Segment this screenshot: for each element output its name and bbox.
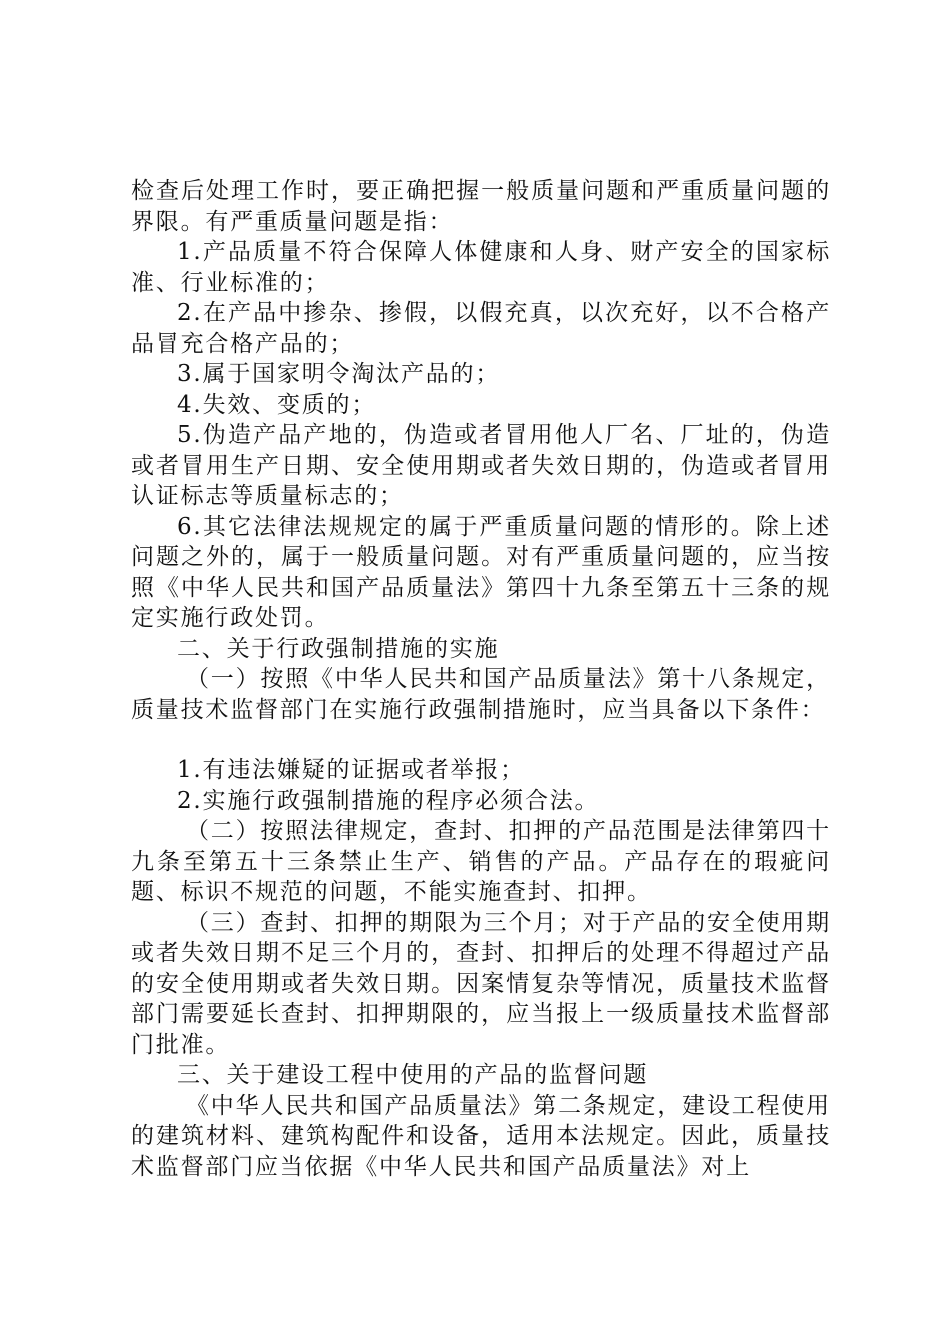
list-item-5: 5.伪造产品产地的，伪造或者冒用他人厂名、厂址的，伪造或者冒用生产日期、安全使用期或者失效日期的，伪造或者冒用认证标志等质量标志的； <box>131 422 831 509</box>
subsection-2: （二）按照法律规定，查封、扣押的产品范围是法律第四十九条至第五十三条禁止生产、销售的产品。产品存在的瑕疵问题、标识不规范的问题，不能实施查封、扣押。 <box>131 818 831 905</box>
paragraph-construction: 《中华人民共和国产品质量法》第二条规定，建设工程使用的建筑材料、建筑构配件和设备，适用本法规定。因此，质量技术监督部门应当依据《中华人民共和国产品质量法》对上 <box>131 1092 831 1180</box>
list-item-6: 6.其它法律法规规定的属于严重质量问题的情形的。除上述问题之外的，属于一般质量问题。对有严重质量问题的，应当按照《中华人民共和国产品质量法》第四十九条至第五十三条的规定实施行政处罚。 <box>131 513 831 631</box>
condition-item-2: 2.实施行政强制措施的程序必须合法。 <box>177 787 600 814</box>
paragraph-intro: 检查后处理工作时，要正确把握一般质量问题和严重质量问题的界限。有严重质量问题是指： <box>131 178 831 235</box>
document-page <box>131 176 831 1182</box>
list-item-3: 3.属于国家明令淘汰产品的； <box>177 361 501 387</box>
blank-line <box>131 725 831 755</box>
list-item-2: 2.在产品中掺杂、掺假，以假充真，以次充好，以不合格产品冒充合格产品的； <box>131 300 831 357</box>
list-item-1: 1.产品质量不符合保障人体健康和人身、财产安全的国家标准、行业标准的； <box>131 239 831 296</box>
list-item-4: 4.失效、变质的； <box>177 391 377 418</box>
subsection-3: （三）查封、扣押的期限为三个月；对于产品的安全使用期或者失效日期不足三个月的，查封、扣押后的处理不得超过产品的安全使用期或者失效日期。因案情复杂等情况，质量技术监督部门需要延长查封、扣押期限的，应当报上一级质量技术监督部门批准。 <box>131 909 831 1058</box>
condition-item-1: 1.有违法嫌疑的证据或者举报； <box>177 757 525 783</box>
subsection-1: （一）按照《中华人民共和国产品质量法》第十八条规定，质量技术监督部门在实施行政强制措施时，应当具备以下条件： <box>131 666 831 723</box>
section-heading-2: 二、关于行政强制措施的实施 <box>177 635 500 662</box>
section-heading-3: 三、关于建设工程中使用的产品的监督问题 <box>177 1062 649 1088</box>
